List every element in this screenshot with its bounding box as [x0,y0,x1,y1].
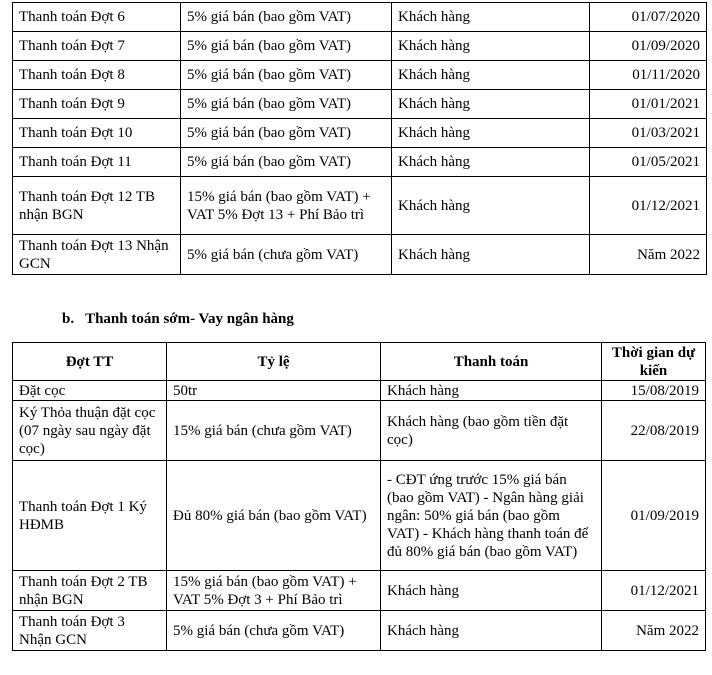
table-row [13,381,706,401]
payment-schedule-table-a [12,2,707,275]
cell-thoi-gian: 22/08/2019 [602,401,706,461]
cell-thanh-toan: Khách hàng [392,3,590,32]
cell-dot: Thanh toán Đợt 6 [13,3,181,32]
header-thanh-toan: Thanh toán [381,343,602,381]
cell-thoi-gian: 01/03/2021 [590,119,707,148]
cell-dot: Thanh toán Đợt 1 Ký HĐMB [13,461,167,571]
cell-thanh-toan: Khách hàng [392,235,590,275]
cell-thanh-toan: Khách hàng (bao gồm tiền đặt cọc) [381,401,602,461]
table-row [13,571,706,611]
payment-schedule-table-b [12,342,706,651]
cell-thoi-gian: 01/09/2020 [590,32,707,61]
table-row [13,90,707,119]
cell-ty-le: 5% giá bán (bao gồm VAT) [181,148,392,177]
cell-dot: Thanh toán Đợt 12 TB nhận BGN [13,177,181,235]
cell-ty-le: 50tr [167,381,381,401]
cell-thoi-gian: 01/01/2021 [590,90,707,119]
cell-ty-le: 15% giá bán (bao gồm VAT) + VAT 5% Đợt 3 + Phí Bảo trì [167,571,381,611]
cell-thoi-gian: 01/09/2019 [602,461,706,571]
table-row [13,119,707,148]
cell-thanh-toan: Khách hàng [392,61,590,90]
cell-thanh-toan: - CĐT ứng trước 15% giá bán (bao gồm VAT) - Ngân hàng giải ngân: 50% giá bán (bao gồm VAT) - Khách hàng thanh toán để đủ 80% giá bán (bao gồm VAT) [381,461,602,571]
cell-thanh-toan: Khách hàng [392,148,590,177]
cell-ty-le: 15% giá bán (chưa gồm VAT) [167,401,381,461]
table-row [13,461,706,571]
cell-ty-le: Đủ 80% giá bán (bao gồm VAT) [167,461,381,571]
cell-thoi-gian: 01/11/2020 [590,61,707,90]
cell-thanh-toan: Khách hàng [381,571,602,611]
cell-dot: Thanh toán Đợt 3 Nhận GCN [13,611,167,651]
cell-thanh-toan: Khách hàng [392,32,590,61]
cell-dot: Thanh toán Đợt 11 [13,148,181,177]
cell-thanh-toan: Khách hàng [381,381,602,401]
table-row [13,177,707,235]
cell-dot: Thanh toán Đợt 2 TB nhận BGN [13,571,167,611]
cell-thoi-gian: Năm 2022 [590,235,707,275]
cell-thanh-toan: Khách hàng [392,90,590,119]
cell-ty-le: 5% giá bán (bao gồm VAT) [181,32,392,61]
cell-dot: Thanh toán Đợt 9 [13,90,181,119]
cell-dot: Thanh toán Đợt 13 Nhận GCN [13,235,181,275]
cell-thanh-toan: Khách hàng [392,119,590,148]
cell-thoi-gian: 01/05/2021 [590,148,707,177]
cell-thanh-toan: Khách hàng [392,177,590,235]
cell-dot: Thanh toán Đợt 10 [13,119,181,148]
cell-ty-le: 5% giá bán (bao gồm VAT) [181,90,392,119]
cell-thoi-gian: 01/07/2020 [590,3,707,32]
cell-thoi-gian: 15/08/2019 [602,381,706,401]
section-heading: b. Thanh toán sớm- Vay ngân hàng [62,311,294,327]
cell-ty-le: 5% giá bán (chưa gồm VAT) [181,235,392,275]
cell-ty-le: 5% giá bán (bao gồm VAT) [181,61,392,90]
table-row [13,401,706,461]
header-thoi-gian: Thời gian dự kiến [602,343,706,381]
table-row [13,3,707,32]
table-header-row [13,343,706,381]
table-row [13,611,706,651]
cell-dot: Thanh toán Đợt 8 [13,61,181,90]
header-dot: Đợt TT [13,343,167,381]
cell-ty-le: 15% giá bán (bao gồm VAT) + VAT 5% Đợt 13 + Phí Bảo trì [181,177,392,235]
cell-thoi-gian: Năm 2022 [602,611,706,651]
cell-ty-le: 5% giá bán (bao gồm VAT) [181,3,392,32]
header-ty-le: Tỷ lệ [167,343,381,381]
cell-thoi-gian: 01/12/2021 [602,571,706,611]
table-row [13,32,707,61]
cell-dot: Ký Thỏa thuận đặt cọc (07 ngày sau ngày đặt cọc) [13,401,167,461]
table-row [13,61,707,90]
table-row [13,235,707,275]
cell-ty-le: 5% giá bán (bao gồm VAT) [181,119,392,148]
table-row [13,148,707,177]
cell-dot: Đặt cọc [13,381,167,401]
cell-thanh-toan: Khách hàng [381,611,602,651]
cell-dot: Thanh toán Đợt 7 [13,32,181,61]
cell-ty-le: 5% giá bán (chưa gồm VAT) [167,611,381,651]
cell-thoi-gian: 01/12/2021 [590,177,707,235]
